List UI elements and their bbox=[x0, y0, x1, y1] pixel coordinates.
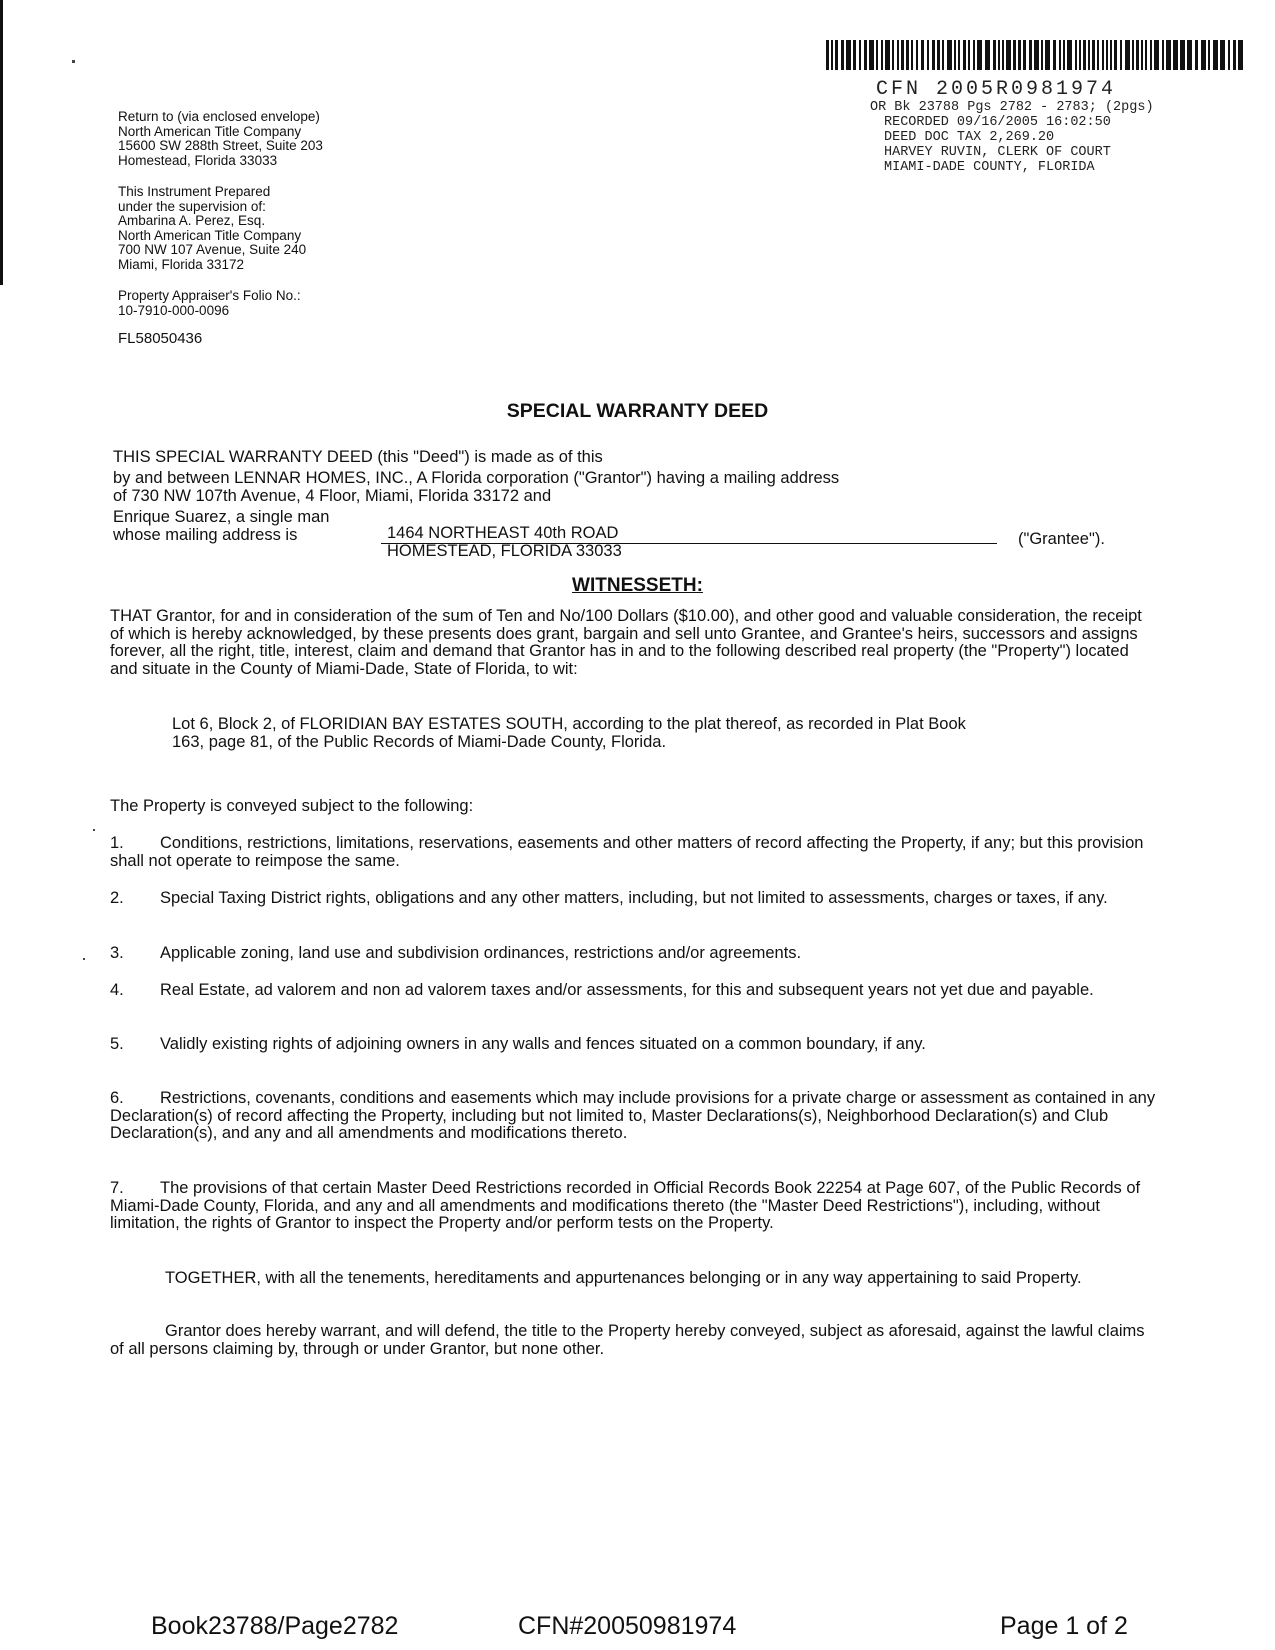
grantee-address bbox=[381, 526, 997, 559]
item-text: Conditions, restrictions, limitations, reservations, easements and other matters of record affecting the Property, if any; but this provision shall not operate to reimpose the same. bbox=[110, 834, 1144, 870]
prepared-line: under the supervision of: bbox=[118, 198, 266, 214]
address-line-1: 1464 NORTHEAST 40th ROAD bbox=[381, 526, 997, 544]
prepared-by-block bbox=[118, 185, 306, 272]
return-line: 15600 SW 288th Street, Suite 203 bbox=[118, 138, 323, 153]
record-line: HARVEY RUVIN, CLERK OF COURT bbox=[884, 145, 1111, 160]
scan-speck bbox=[83, 958, 85, 960]
item-number: 3. bbox=[110, 944, 124, 962]
folio-number: 10-7910-000-0096 bbox=[118, 302, 230, 318]
warranty-paragraph: Grantor does hereby warrant, and will defend, the title to the Property hereby conveyed, subject as aforesaid, against the lawful claims of all persons claiming by, through or under Grantor, but none other. bbox=[110, 1322, 1145, 1358]
grantee-label: ("Grantee"). bbox=[1018, 530, 1105, 548]
record-line: RECORDED 09/16/2005 16:02:50 bbox=[884, 115, 1111, 130]
barcode-image bbox=[826, 40, 1246, 70]
item-number: 2. bbox=[110, 889, 124, 907]
file-number: FL58050436 bbox=[118, 330, 203, 347]
return-line: Homestead, Florida 33033 bbox=[118, 152, 278, 168]
prepared-line: North American Title Company bbox=[118, 227, 302, 243]
item-number: 6. bbox=[110, 1089, 124, 1107]
intro-line: by and between LENNAR HOMES, INC., A Florida corporation ("Grantor") having a mailing address bbox=[113, 469, 840, 487]
cfn-number: CFN 2005R0981974 bbox=[876, 78, 1117, 101]
scan-speck bbox=[93, 829, 95, 831]
item-text: Restrictions, covenants, conditions and easements which may include provisions for a private charge or assessment as contained in any Declaration(s) of record affecting the Property, including but not limited to, Master Declarations(s), Neighborhood Declaration(s) and Club Declaration(s), and any and all amendments and modifications thereto. bbox=[110, 1089, 1156, 1142]
footer-cfn: CFN#20050981974 bbox=[518, 1612, 737, 1640]
item-text: The provisions of that certain Master Deed Restrictions recorded in Official Records Book 22254 at Page 607, of the Public Records of Miami-Dade County, Florida, and any and all amendments and modifications thereto (the "Master Deed Restrictions"), including, without limitation, the rights of Grantor to inspect the Property and/or perform tests on the Property. bbox=[110, 1179, 1141, 1232]
footer-book-page: Book23788/Page2782 bbox=[151, 1612, 399, 1640]
subject-intro: The Property is conveyed subject to the following: bbox=[110, 797, 474, 815]
record-line: OR Bk 23788 Pgs 2782 - 2783; (2pgs) bbox=[870, 100, 1154, 115]
item-text: Validly existing rights of adjoining owners in any walls and fences situated on a common boundary, if any. bbox=[160, 1035, 926, 1053]
intro-line: of 730 NW 107th Avenue, 4 Floor, Miami, Florida 33172 and bbox=[113, 487, 552, 505]
list-item bbox=[110, 1090, 1160, 1143]
footer-page-number: Page 1 of 2 bbox=[1000, 1612, 1128, 1640]
scan-speck bbox=[72, 60, 75, 63]
prepared-line: This Instrument Prepared bbox=[118, 184, 271, 199]
return-line: Return to (via enclosed envelope) bbox=[118, 109, 320, 124]
item-number: 4. bbox=[110, 981, 124, 999]
list-item bbox=[110, 982, 1160, 1000]
folio-label: Property Appraiser's Folio No.: bbox=[118, 288, 301, 303]
folio-block bbox=[118, 289, 301, 318]
return-to-block bbox=[118, 110, 323, 168]
return-line: North American Title Company bbox=[118, 123, 302, 139]
list-item bbox=[110, 1036, 1160, 1054]
item-number: 7. bbox=[110, 1179, 124, 1197]
item-text: Applicable zoning, land use and subdivision ordinances, restrictions and/or agreements. bbox=[160, 944, 802, 962]
prepared-line: Ambarina A. Perez, Esq. bbox=[118, 213, 266, 228]
list-item bbox=[110, 890, 1160, 908]
item-number: 5. bbox=[110, 1035, 124, 1053]
intro-line: THIS SPECIAL WARRANTY DEED (this "Deed") is made as of this bbox=[113, 448, 603, 466]
witnesseth-heading: WITNESSETH: bbox=[572, 575, 703, 596]
together-paragraph: TOGETHER, with all the tenements, hereditaments and appurtenances belonging or in any way appertaining to said Property. bbox=[165, 1269, 1082, 1287]
mailing-address-label: whose mailing address is bbox=[113, 526, 298, 544]
prepared-line: 700 NW 107 Avenue, Suite 240 bbox=[118, 242, 307, 257]
item-text: Special Taxing District rights, obligations and any other matters, including, but not limited to assessments, charges or taxes, if any. bbox=[160, 889, 1108, 907]
list-item bbox=[110, 1180, 1160, 1233]
list-item bbox=[110, 945, 1160, 963]
record-line: MIAMI-DADE COUNTY, FLORIDA bbox=[884, 160, 1095, 175]
prepared-line: Miami, Florida 33172 bbox=[118, 256, 245, 272]
document-title: SPECIAL WARRANTY DEED bbox=[506, 400, 769, 422]
address-line-2: HOMESTEAD, FLORIDA 33033 bbox=[387, 542, 622, 560]
consideration-paragraph: THAT Grantor, for and in consideration of the sum of Ten and No/100 Dollars ($10.00), and other good and valuable consideration, the receipt of which is hereby acknowledged, by these presents does grant, bargain and sell unto Grantee, and Grantee's heirs, successors and assigns forever, all the right, title, interest, claim and demand that Grantor has in and to the following described real property (the "Property") located and situate in the County of Miami-Dade, State of Florida, to wit: bbox=[110, 607, 1142, 678]
legal-description: Lot 6, Block 2, of FLORIDIAN BAY ESTATES SOUTH, according to the plat thereof, as recorded in Plat Book 163, page 81, of the Public Records of Miami-Dade County, Florida. bbox=[172, 715, 966, 751]
list-item bbox=[110, 835, 1160, 870]
item-number: 1. bbox=[110, 834, 124, 852]
intro-line: Enrique Suarez, a single man bbox=[113, 508, 330, 526]
item-text: Real Estate, ad valorem and non ad valorem taxes and/or assessments, for this and subsequent years not yet due and payable. bbox=[160, 981, 1094, 999]
record-line: DEED DOC TAX 2,269.20 bbox=[884, 130, 1055, 145]
scan-edge-mark bbox=[0, 0, 3, 285]
recording-stamp bbox=[870, 80, 1154, 175]
